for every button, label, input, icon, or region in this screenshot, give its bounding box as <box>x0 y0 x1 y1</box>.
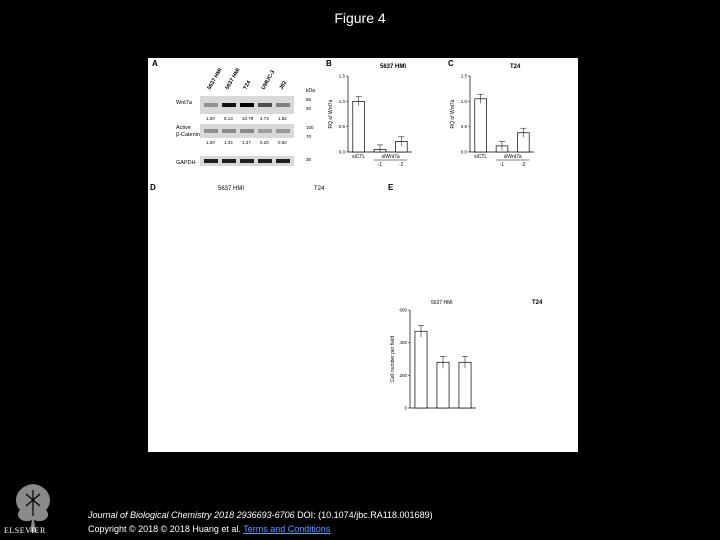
kda-label: kDa <box>306 88 315 94</box>
panel-b-title: 5637 HMI <box>380 64 407 70</box>
quant-value: 0.20 <box>260 140 269 145</box>
quant-value: 1.00 <box>206 116 215 121</box>
y-axis-label: RQ of Wnt7a <box>328 99 334 129</box>
panel-e-chart1-title: 5637 HMI <box>431 300 453 306</box>
panel-c-title: T24 <box>510 64 521 70</box>
terms-link[interactable]: Terms and Conditions <box>243 524 331 534</box>
y-tick-label: 0.0 <box>338 149 345 155</box>
lane-label: T24 <box>242 79 253 91</box>
panel-d-group2: T24 <box>314 186 325 192</box>
copyright-text: Copyright © 2018 © 2018 Huang et al. <box>88 524 241 534</box>
quant-value: 0.60 <box>278 140 287 145</box>
quant-value: 1.00 <box>206 140 215 145</box>
quant-value: 1.34 <box>224 140 233 145</box>
blot-band <box>240 103 254 107</box>
panel-b-label: B <box>326 59 332 68</box>
blot-band <box>276 103 290 107</box>
x-category-label: siCTL <box>474 154 488 160</box>
y-tick-label: 0.5 <box>460 124 467 130</box>
panel-e-chart1 <box>390 308 476 411</box>
x-category-label: siWnt7a <box>381 154 400 160</box>
blot-band <box>240 159 254 163</box>
x-sub-label: -2 <box>521 162 526 168</box>
quant-value: 1.37 <box>242 140 251 145</box>
quant-value: 10.79 <box>242 116 254 121</box>
blot-band <box>258 129 272 133</box>
panel-c-chart <box>450 74 534 169</box>
blot-band <box>258 103 272 107</box>
figure-svg <box>148 58 578 452</box>
lane-label: 5637 HMI <box>206 67 224 91</box>
blot-band <box>204 159 218 163</box>
panel-c-label: C <box>448 59 454 68</box>
x-sub-label: -2 <box>399 162 404 168</box>
blot-row-label: β-Catenin <box>176 132 200 138</box>
panel-b-chart <box>328 74 412 169</box>
kda-marker: 100 <box>306 125 314 130</box>
kda-marker: 55 <box>306 97 312 102</box>
panel-e-label: E <box>388 183 394 192</box>
lane-label: J82 <box>278 80 289 91</box>
quant-value: 1.82 <box>278 116 287 121</box>
citation-footer <box>88 508 433 536</box>
blot-band <box>222 103 236 107</box>
y-axis-label: RQ of Wnt7a <box>450 99 456 129</box>
blot-row-label: GAPDH <box>176 160 196 166</box>
blot-band <box>276 159 290 163</box>
quant-value: 4.73 <box>260 116 269 121</box>
blot-row-label: Active <box>176 125 191 131</box>
y-tick-label: 1.5 <box>338 73 345 79</box>
y-tick-label: 1.0 <box>460 98 467 104</box>
panel-a-blots <box>176 67 315 166</box>
bar <box>459 362 471 408</box>
blot-band <box>240 129 254 133</box>
y-tick-label: 0.0 <box>460 149 467 155</box>
y-axis-label: Cell number per field <box>390 335 396 383</box>
elsevier-logo-text: ELSEVIER <box>4 526 46 535</box>
y-tick-label: 1.5 <box>460 73 467 79</box>
page-title: Figure 4 <box>334 10 386 26</box>
y-tick-label: 600 <box>399 307 407 313</box>
blot-band <box>204 129 218 133</box>
blot-row-label: Wnt7a <box>176 100 192 106</box>
quant-value: 8.13 <box>224 116 233 121</box>
journal-citation: Journal of Biological Chemistry 2018 2936693-6706 <box>88 510 295 520</box>
bar <box>353 101 365 152</box>
y-tick-label: 0 <box>404 405 407 411</box>
bar <box>437 362 449 408</box>
y-tick-label: 1.0 <box>338 98 345 104</box>
panel-e-chart2-title: T24 <box>532 300 543 306</box>
x-category-label: siWnt7a <box>503 154 522 160</box>
x-sub-label: -1 <box>499 162 505 168</box>
kda-marker: 35 <box>306 157 312 162</box>
y-tick-label: 400 <box>399 340 407 346</box>
kda-marker: 70 <box>306 134 312 139</box>
figure-panel <box>148 58 578 452</box>
bar <box>475 99 487 152</box>
bar <box>415 331 427 408</box>
blot-band <box>222 159 236 163</box>
panel-a-label: A <box>152 59 158 68</box>
x-sub-label: -1 <box>377 162 383 168</box>
blot-band <box>276 129 290 133</box>
panel-d-group1: 5637 HMI <box>218 186 245 192</box>
blot-band <box>204 103 218 107</box>
lane-label: 5637 HMI <box>224 67 242 91</box>
doi-text: DOI: (10.1074/jbc.RA118.001689) <box>297 510 433 520</box>
blot-band <box>222 129 236 133</box>
y-tick-label: 0.5 <box>338 124 345 130</box>
lane-label: UMUC-3 <box>260 69 277 91</box>
y-tick-label: 200 <box>399 372 407 378</box>
x-category-label: siCTL <box>352 154 366 160</box>
blot-band <box>258 159 272 163</box>
kda-marker: 40 <box>306 106 312 111</box>
panel-d-label: D <box>150 183 156 192</box>
